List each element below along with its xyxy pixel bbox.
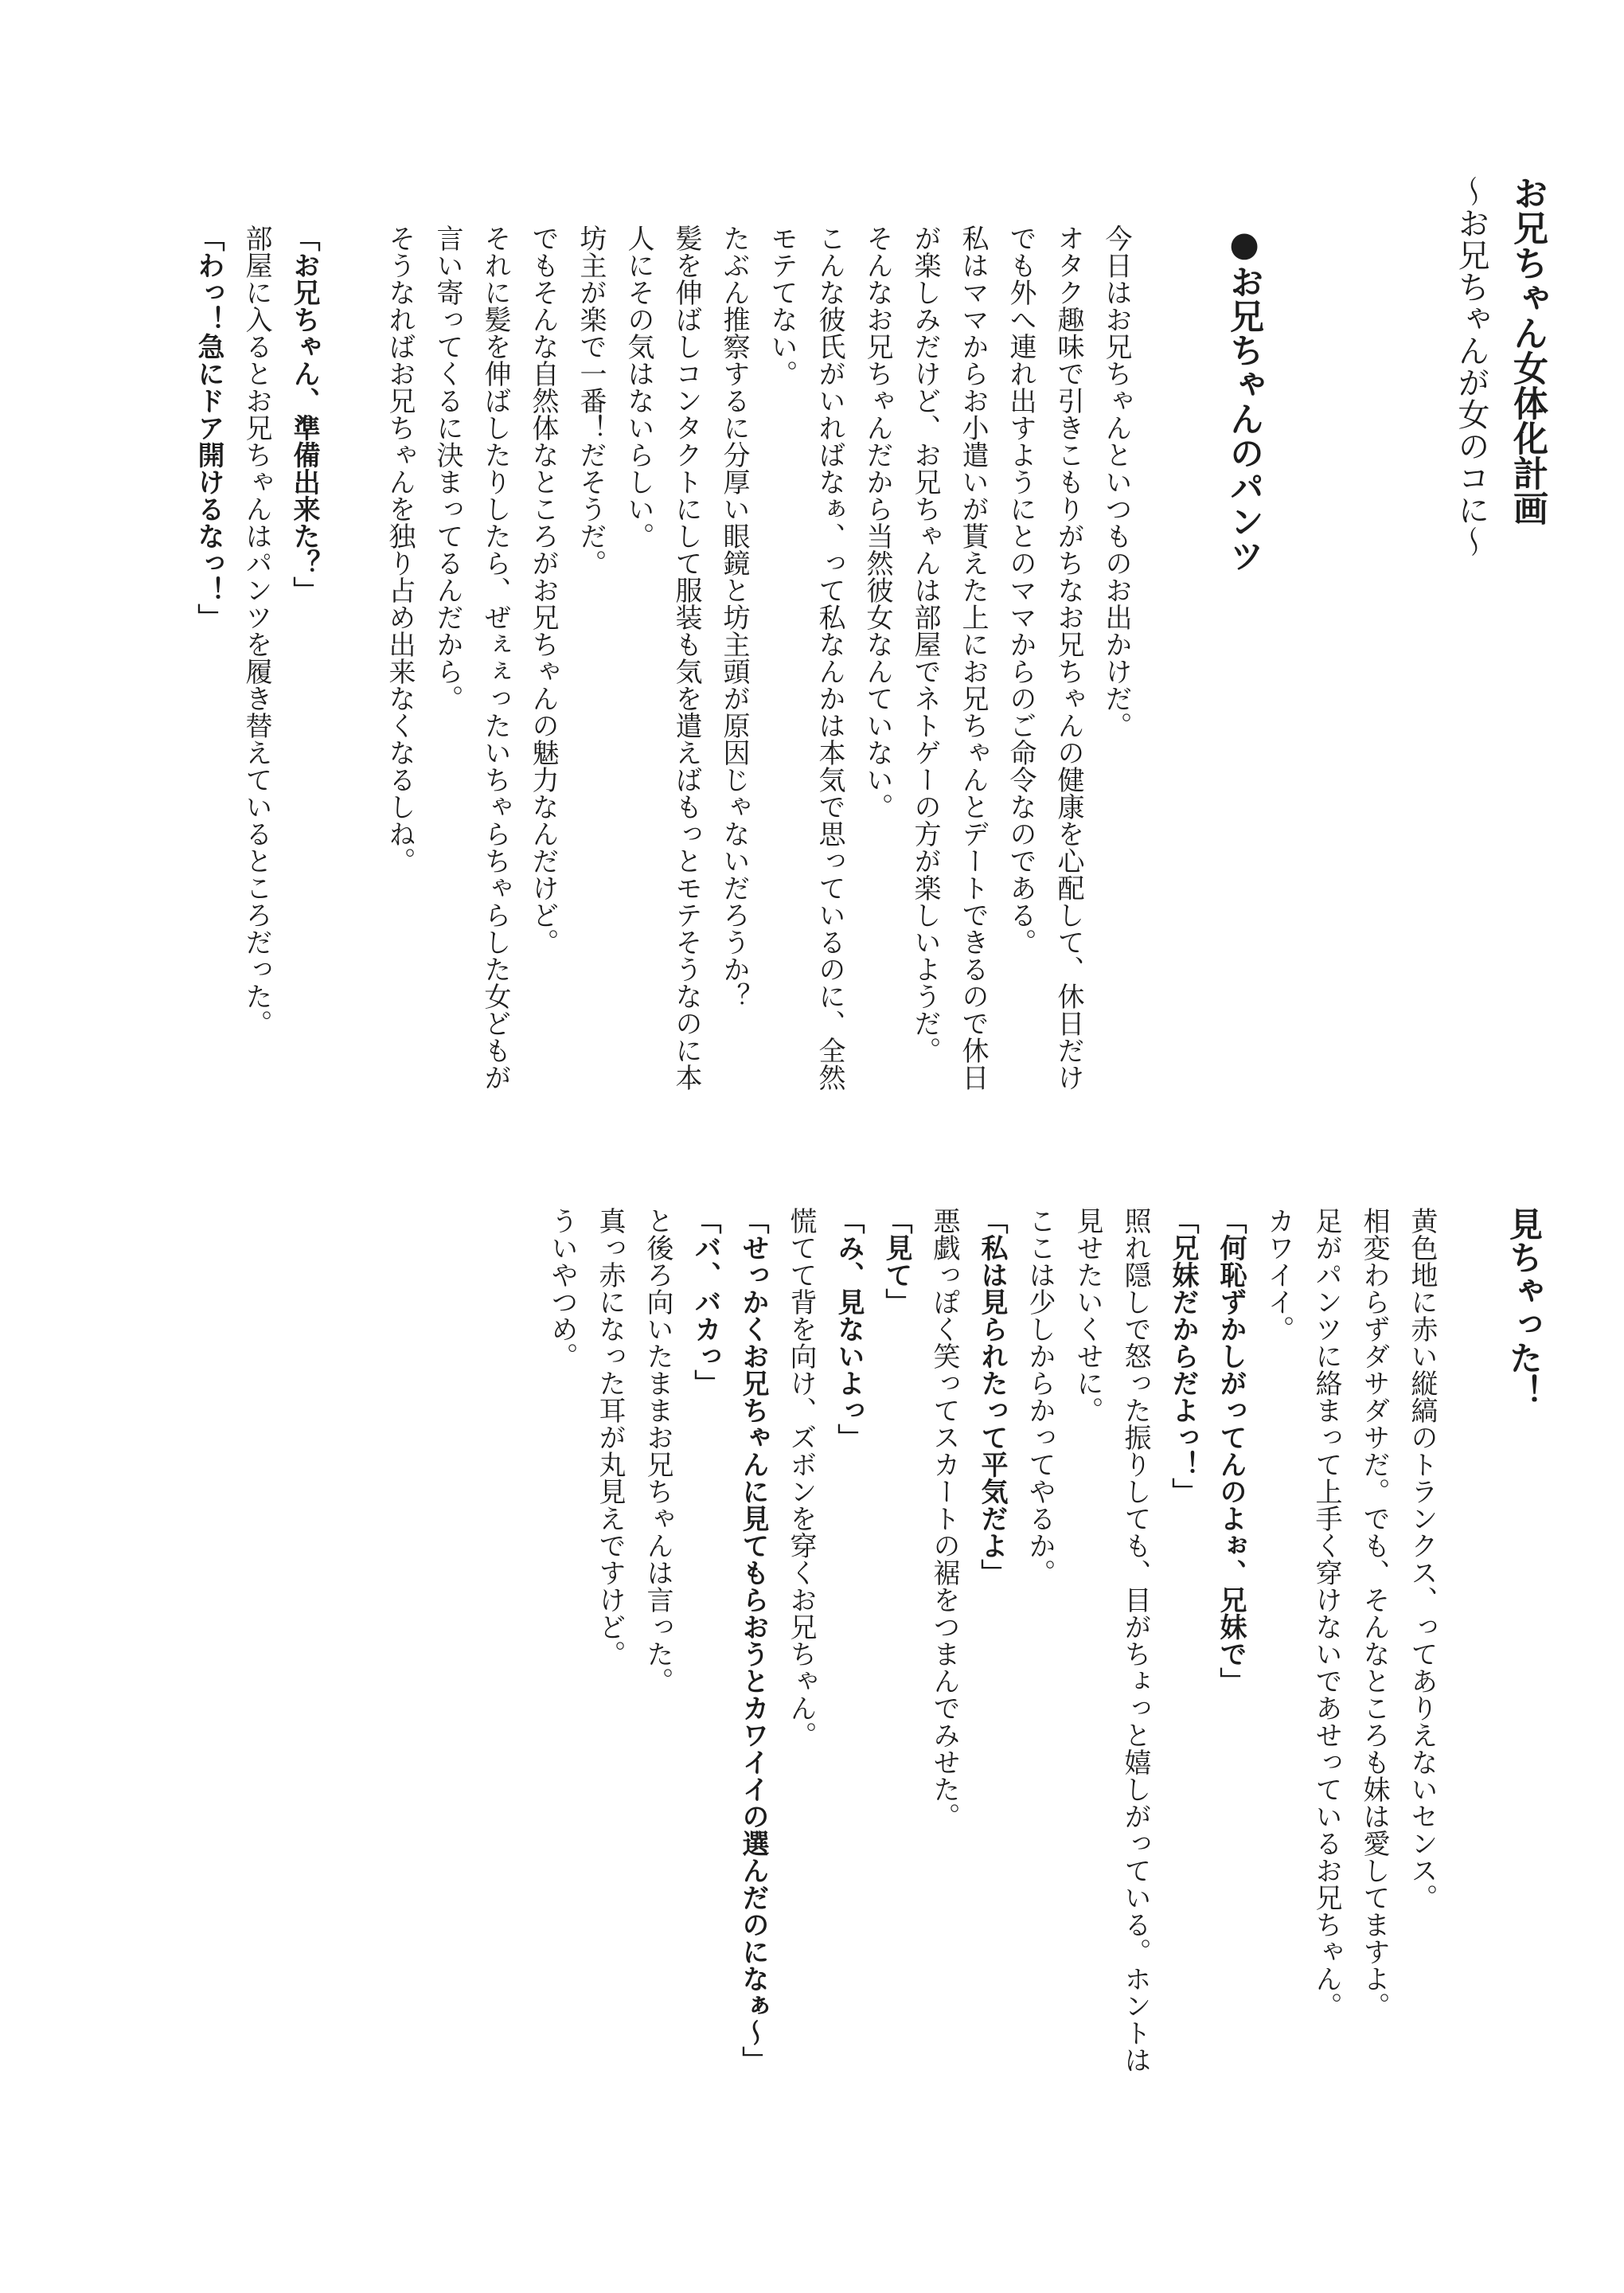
body-line: でもそんな自然体なところがお兄ちゃんの魅力なんだけど。 (527, 225, 559, 955)
body-line: 黄色地に赤い縦縞のトランクス、ってありえないセンス。 (1406, 1207, 1438, 1911)
page-title: お兄ちゃん女体化計画 (1507, 175, 1548, 525)
body-line: 足がパンツに絡まって上手く穿けないであせっているお兄ちゃん。 (1310, 1207, 1342, 2019)
dialogue-line: 「せっかくお兄ちゃんに見てもらおうとカワイイの選んだのになぁ〜」 (737, 1207, 769, 2073)
dialogue-line: 「兄妹だからだよっ！」 (1167, 1207, 1199, 1505)
section-body-saw-it (538, 1207, 1446, 2123)
section-heading-saw-it (1497, 1207, 1551, 2083)
body-line: カワイイ。 (1263, 1207, 1294, 1342)
body-line: そんなお兄ちゃんだから当然彼女なんていない。 (861, 225, 893, 820)
body-line: 今日はお兄ちゃんといつものお出かけだ。 (1100, 225, 1132, 739)
body-line: 真っ赤になった耳が丸見えですけど。 (594, 1207, 626, 1667)
dialogue-line: 「見て」 (880, 1207, 912, 1315)
body-line: ここは少しからかってやるか。 (1024, 1207, 1056, 1586)
dialogue-line: 「わっ！急にドア開けるなっ！」 (193, 225, 224, 631)
body-line: 髪を伸ばしコンタクトにして服装も気を遣えばもっとモテそうなのに本 (670, 225, 702, 1091)
body-line: 照れ隠しで怒った振りしても、目がちょっと嬉しがっている。ホントは (1119, 1207, 1151, 2073)
page-subtitle: 〜お兄ちゃんが女のコに〜 (1453, 175, 1489, 557)
body-line: 言い寄ってくるに決まってるんだから。 (431, 225, 463, 712)
body-line: 見せたいくせに。 (1072, 1207, 1103, 1424)
body-line: たぶん推察するに分厚い眼鏡と坊主頭が原因じゃないだろうか？ (718, 225, 750, 1010)
title-block (1442, 175, 1554, 1115)
body-line: こんな彼氏がいればなぁ、って私なんかは本気で思っているのに、全然 (814, 225, 845, 1091)
section-body-panties (185, 225, 1167, 1140)
section-heading-text: 見ちゃった！ (1505, 1207, 1544, 1408)
dialogue-line: 「私は見られたって平気だよ」 (976, 1207, 1008, 1586)
body-line: 人にその気はないらしい。 (623, 225, 654, 549)
body-line: でも外へ連れ出すようにとのママからのご命令なのである。 (1005, 225, 1036, 955)
body-line: オタク趣味で引きこもりがちなお兄ちゃんの健康を心配して、休日だけ (1052, 225, 1084, 1091)
body-line: 部屋に入るとお兄ちゃんはパンツを履き替えているところだった。 (240, 225, 272, 1037)
dialogue-line: 「み、見ないよっ」 (833, 1207, 865, 1451)
body-line: 坊主が楽で一番！だそうだ。 (575, 225, 607, 576)
body-line: 相変わらずダサダサだ。でも、そんなところも妹は愛してますよ。 (1358, 1207, 1390, 2019)
body-line: そうなればお兄ちゃんを独り占め出来なくなるしね。 (384, 225, 416, 874)
body-line: と後ろ向いたままお兄ちゃんは言った。 (642, 1207, 673, 1694)
body-line: ういやつめ。 (546, 1207, 578, 1369)
dialogue-line: 「何恥ずかしがってんのよぉ、兄妹で」 (1215, 1207, 1247, 1694)
body-line: それに髪を伸ばしたりしたら、ぜぇぇったいちゃらちゃらした女どもが (479, 225, 511, 1091)
section-heading-panties (1216, 225, 1272, 1100)
body-line: 悪戯っぽく笑ってスカートの裾をつまんでみせた。 (928, 1207, 960, 1830)
body-line: 慌てて背を向け、ズボンを穿くお兄ちゃん。 (785, 1207, 817, 1748)
body-line: モテてない。 (766, 225, 798, 387)
dialogue-line: 「お兄ちゃん、準備出来た？」 (288, 225, 320, 604)
dialogue-line: 「バ、バカっ」 (689, 1207, 721, 1397)
body-line: が楽しみだけど、お兄ちゃんは部屋でネトゲーの方が楽しいようだ。 (909, 225, 941, 1064)
section-heading-text: ●お兄ちゃんのパンツ (1224, 225, 1264, 572)
body-line: 私はママからお小遣いが貰えた上にお兄ちゃんとデートできるので休日 (957, 225, 989, 1091)
